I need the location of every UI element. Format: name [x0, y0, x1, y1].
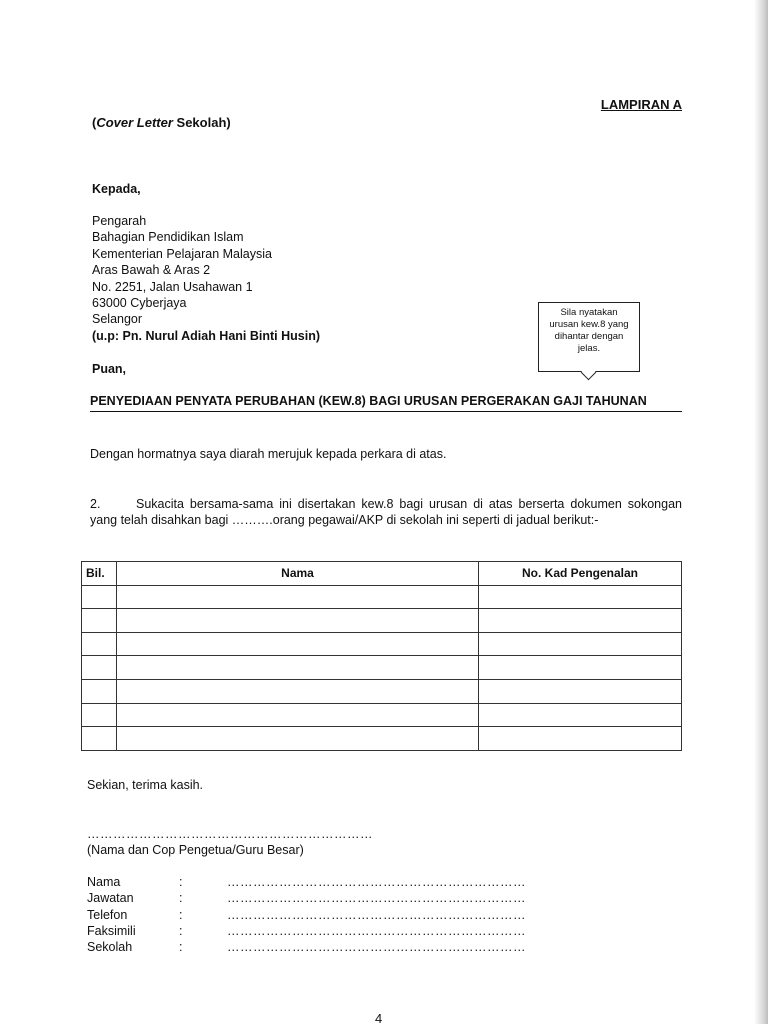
salutation: Puan,: [92, 362, 127, 376]
cover-letter-title: [92, 115, 231, 132]
field-label: Sekolah: [87, 940, 133, 955]
paragraph-2: [90, 496, 682, 529]
cell-ic[interactable]: [479, 585, 682, 609]
address-line: 63000 Cyberjaya: [92, 295, 187, 310]
field-row: [87, 923, 547, 939]
field-label: Jawatan: [87, 891, 134, 906]
table-row: [82, 727, 682, 751]
paragraph-1: Dengan hormatnya saya diarah merujuk kepada perkara di atas.: [90, 447, 447, 461]
address-line: Bahagian Pendidikan Islam: [92, 230, 244, 245]
cell-ic[interactable]: [479, 727, 682, 751]
cover-prefix: (: [92, 115, 97, 130]
cell-nama[interactable]: [117, 609, 479, 633]
table-row: [82, 585, 682, 609]
table-row: [82, 679, 682, 703]
cell-ic[interactable]: [479, 703, 682, 727]
cell-bil[interactable]: [82, 585, 117, 609]
cell-bil[interactable]: [82, 656, 117, 680]
col-header-ic: No. Kad Pengenalan: [479, 562, 682, 586]
cell-bil[interactable]: [82, 679, 117, 703]
callout-note: Sila nyatakan urusan kew.8 yang dihantar dengan jelas.: [538, 302, 640, 372]
table-header-row: [82, 562, 682, 586]
field-row: [87, 890, 547, 906]
address-line: Selangor: [92, 312, 143, 327]
cell-nama[interactable]: [117, 585, 479, 609]
closing-text: Sekian, terima kasih.: [87, 778, 204, 792]
cell-ic[interactable]: [479, 609, 682, 633]
cell-bil[interactable]: [82, 727, 117, 751]
field-value-blank[interactable]: ……………………………………………………………: [227, 907, 526, 922]
staff-table: [81, 561, 682, 751]
paragraph-number: 2.: [90, 497, 101, 511]
cell-bil[interactable]: [82, 632, 117, 656]
cell-nama[interactable]: [117, 727, 479, 751]
field-row: [87, 907, 547, 923]
field-colon: :: [179, 891, 183, 906]
field-row: [87, 939, 547, 955]
address-line: Aras Bawah & Aras 2: [92, 263, 211, 278]
field-value-blank[interactable]: ……………………………………………………………: [227, 891, 526, 906]
field-label: Faksimili: [87, 923, 136, 938]
address-line: No. 2251, Jalan Usahawan 1: [92, 279, 253, 294]
cover-suffix: Sekolah): [172, 115, 231, 130]
field-label: Nama: [87, 875, 121, 889]
field-colon: :: [179, 907, 183, 922]
cell-bil[interactable]: [82, 609, 117, 633]
field-value-blank[interactable]: ……………………………………………………………: [227, 875, 526, 889]
cell-nama[interactable]: [117, 703, 479, 727]
cover-italic: Cover Letter: [96, 115, 173, 130]
page-edge-shadow: [754, 0, 768, 1024]
field-value-blank[interactable]: ……………………………………………………………: [227, 923, 526, 938]
field-row: [87, 874, 547, 890]
paragraph-2-text: Sukacita bersama-sama ini disertakan kew.8 bagi urusan di atas berserta dokumen sokongan yang telah disahkan bagi ……….orang pegawai/AKP di sekolah ini seperti di jadual berikut:-: [90, 497, 682, 528]
col-header-nama: Nama: [117, 562, 479, 586]
subject-heading: PENYEDIAAN PENYATA PERUBAHAN (KEW.8) BAGI URUSAN PERGERAKAN GAJI TAHUNAN: [90, 393, 682, 412]
signature-label: (Nama dan Cop Pengetua/Guru Besar): [87, 843, 304, 857]
lampiran-heading: LAMPIRAN A: [600, 97, 682, 112]
cell-ic[interactable]: [479, 679, 682, 703]
cell-ic[interactable]: [479, 632, 682, 656]
address-line: Pengarah: [92, 214, 147, 228]
signatory-fields: [87, 874, 547, 955]
table-row: [82, 656, 682, 680]
page-number: 4: [375, 1011, 383, 1026]
cell-nama[interactable]: [117, 656, 479, 680]
field-colon: :: [179, 923, 183, 938]
signature-line: …………………………………………………………: [87, 827, 373, 841]
cell-nama[interactable]: [117, 679, 479, 703]
table-row: [82, 609, 682, 633]
col-header-bil: Bil.: [82, 562, 117, 586]
table-row: [82, 632, 682, 656]
cell-ic[interactable]: [479, 656, 682, 680]
kepada-label: Kepada,: [92, 182, 141, 196]
recipient-address: [92, 213, 320, 344]
field-colon: :: [179, 875, 183, 889]
attention-line: (u.p: Pn. Nurul Adiah Hani Binti Husin): [92, 328, 320, 343]
field-value-blank[interactable]: ……………………………………………………………: [227, 940, 526, 955]
field-label: Telefon: [87, 907, 128, 922]
table-row: [82, 703, 682, 727]
address-line: Kementerian Pelajaran Malaysia: [92, 246, 272, 261]
field-colon: :: [179, 940, 183, 955]
cell-nama[interactable]: [117, 632, 479, 656]
cell-bil[interactable]: [82, 703, 117, 727]
